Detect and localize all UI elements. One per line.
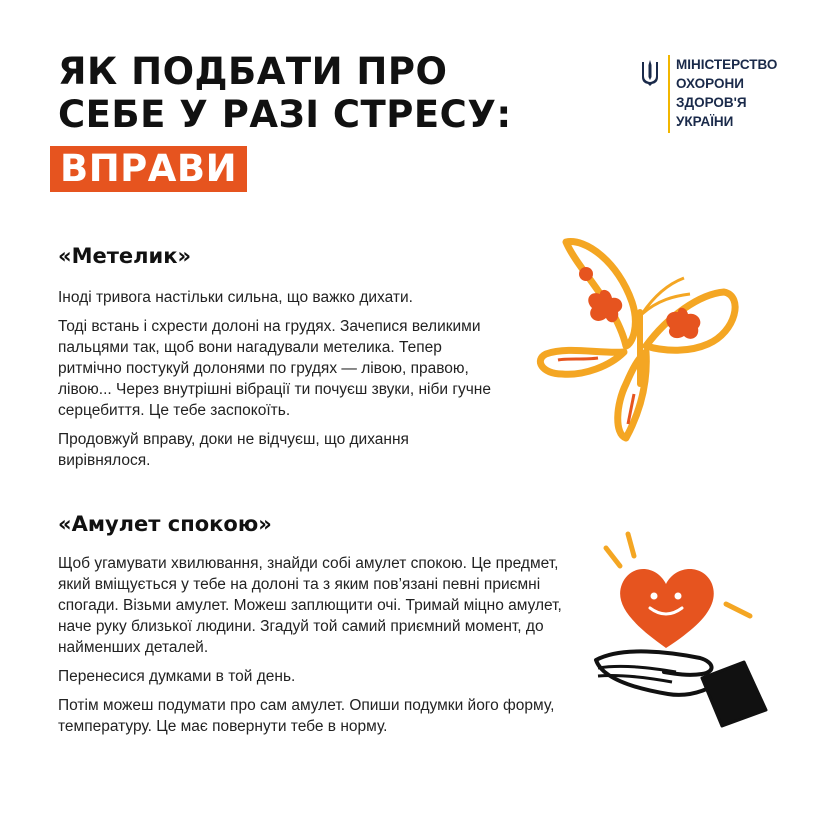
trident-icon [640, 59, 660, 87]
ministry-divider [668, 55, 670, 133]
page-title [58, 50, 512, 137]
section-body-amulet [58, 553, 583, 745]
paragraph: Іноді тривога настільки сильна, що важко дихати. [58, 289, 413, 306]
title-highlight: ВПРАВИ [50, 146, 247, 192]
section-body-butterfly [58, 287, 498, 479]
heart-in-hand-icon [592, 528, 772, 748]
ministry-logo [640, 55, 777, 133]
paragraph: Потім можеш подумати про сам амулет. Опиши подумки його форму, температуру. Це має повернути тебе в норму. [58, 697, 555, 735]
ministry-line-1: МІНІСТЕРСТВО [676, 57, 778, 72]
ministry-name [676, 55, 777, 131]
paragraph: Перенесися думками в той день. [58, 668, 296, 685]
title-line-2: СЕБЕ У РАЗІ СТРЕСУ: [58, 93, 512, 137]
section-title-amulet: «Амулет спокою» [58, 512, 272, 536]
butterfly-icon [528, 234, 760, 442]
section-title-butterfly: «Метелик» [58, 244, 192, 268]
paragraph: Тоді встань і схрести долоні на грудях. Зачепися великими пальцями так, щоб вони нагадували метелика. Тепер ритмічно постукуй долонями по грудях — лівою, правою, лівою... Через внутрішні вібрації ти почуєш звуки, ніби гучне серцебиття. Це тебе заспокоїть. [58, 318, 491, 419]
ministry-line-4: УКРАЇНИ [676, 114, 734, 129]
title-line-1: ЯК ПОДБАТИ ПРО [58, 50, 448, 93]
ministry-line-2: ОХОРОНИ [676, 76, 744, 91]
paragraph: Продовжуй вправу, доки не відчуєш, що дихання вирівнялося. [58, 431, 409, 469]
ministry-line-3: ЗДОРОВ'Я [676, 95, 747, 110]
paragraph: Щоб угамувати хвилювання, знайди собі амулет спокою. Це предмет, який вміщується у тебе на долоні та з яким пов’язані певні приємні спогади. Візьми амулет. Можеш заплющити очі. Тримай міцно амулет, наче руку близької людини. Згадуй той самий приємний момент, до найменших деталей. [58, 555, 562, 656]
